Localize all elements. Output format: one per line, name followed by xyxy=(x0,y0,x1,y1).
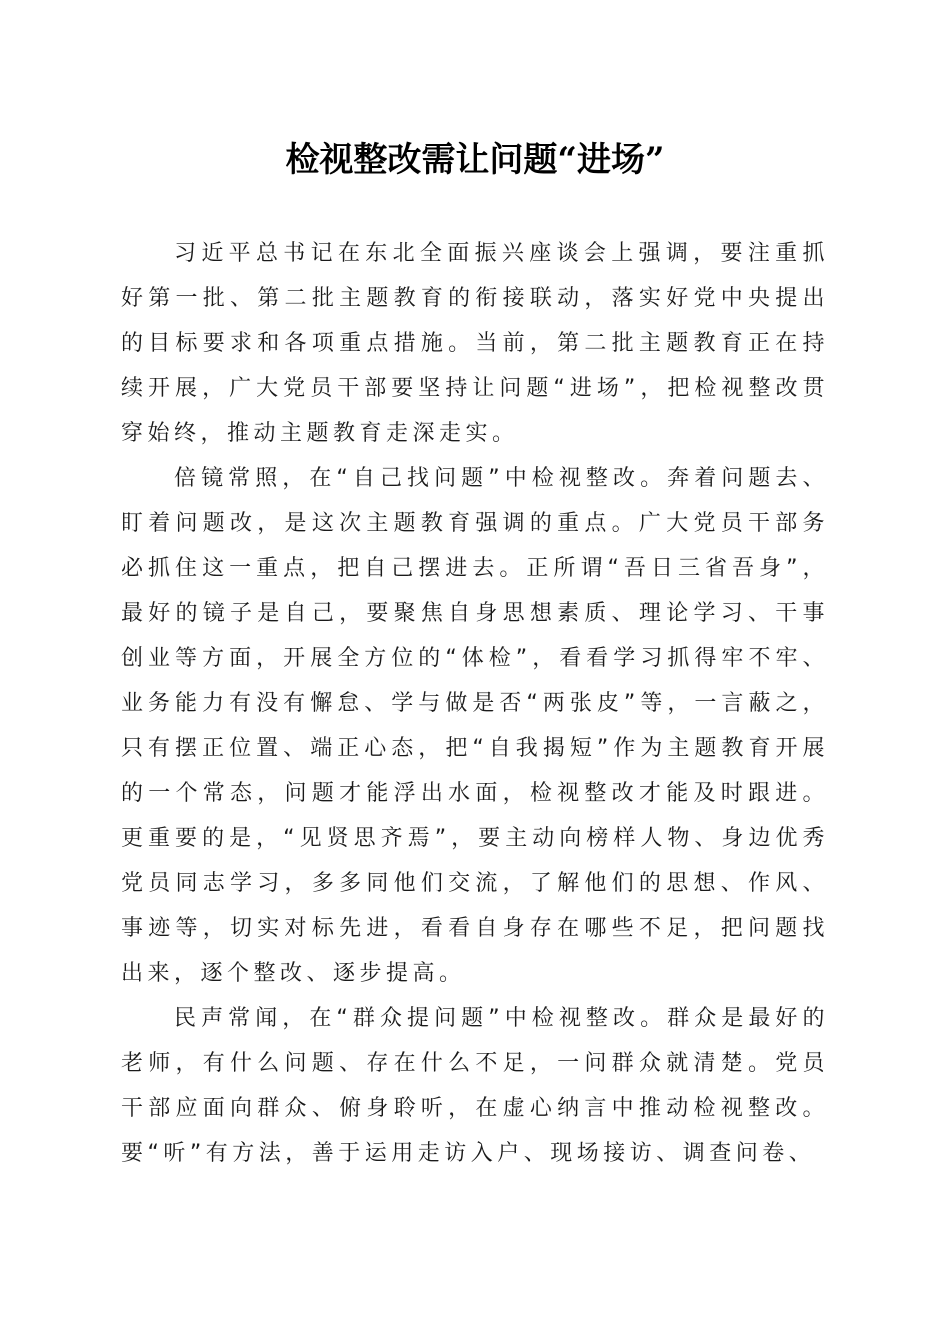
paragraph-3: 民声常闻，在“群众提问题”中检视整改。群众是最好的老师，有什么问题、存在什么不足，一问群众就清楚。党员干部应面向群众、俯身聆听，在虚心纳言中推动检视整改。要“听”有方法，善于运用走访入户、现场接访、调查问卷、 xyxy=(121,1006,829,1166)
paragraph-1: 习近平总书记在东北全面振兴座谈会上强调，要注重抓好第一批、第二批主题教育的衔接联动，落实好党中央提出的目标要求和各项重点措施。当前，第二批主题教育正在持续开展，广大党员干部要坚持让问题“进场”，把检视整改贯穿始终，推动主题教育走深走实。 xyxy=(121,241,829,446)
document-title: 检视整改需让问题“进场” xyxy=(285,140,665,180)
paragraph-2: 倍镜常照，在“自己找问题”中检视整改。奔着问题去、盯着问题改，是这次主题教育强调的重点。广大党员干部务必抓住这一重点，把自己摆进去。正所谓“吾日三省吾身”，最好的镜子是自己，要聚焦自身思想素质、理论学习、干事创业等方面，开展全方位的“体检”，看看学习抓得牢不牢、业务能力有没有懈怠、学与做是否“两张皮”等，一言蔽之，只有摆正位置、端正心态，把“自我揭短”作为主题教育开展的一个常态，问题才能浮出水面，检视整改才能及时跟进。更重要的是，“见贤思齐焉”，要主动向榜样人物、身边优秀党员同志学习，多多同他们交流，了解他们的思想、作风、事迹等，切实对标先进，看看自身存在哪些不足，把问题找出来，逐个整改、逐步提高。 xyxy=(121,466,829,986)
document-body xyxy=(121,231,829,1176)
